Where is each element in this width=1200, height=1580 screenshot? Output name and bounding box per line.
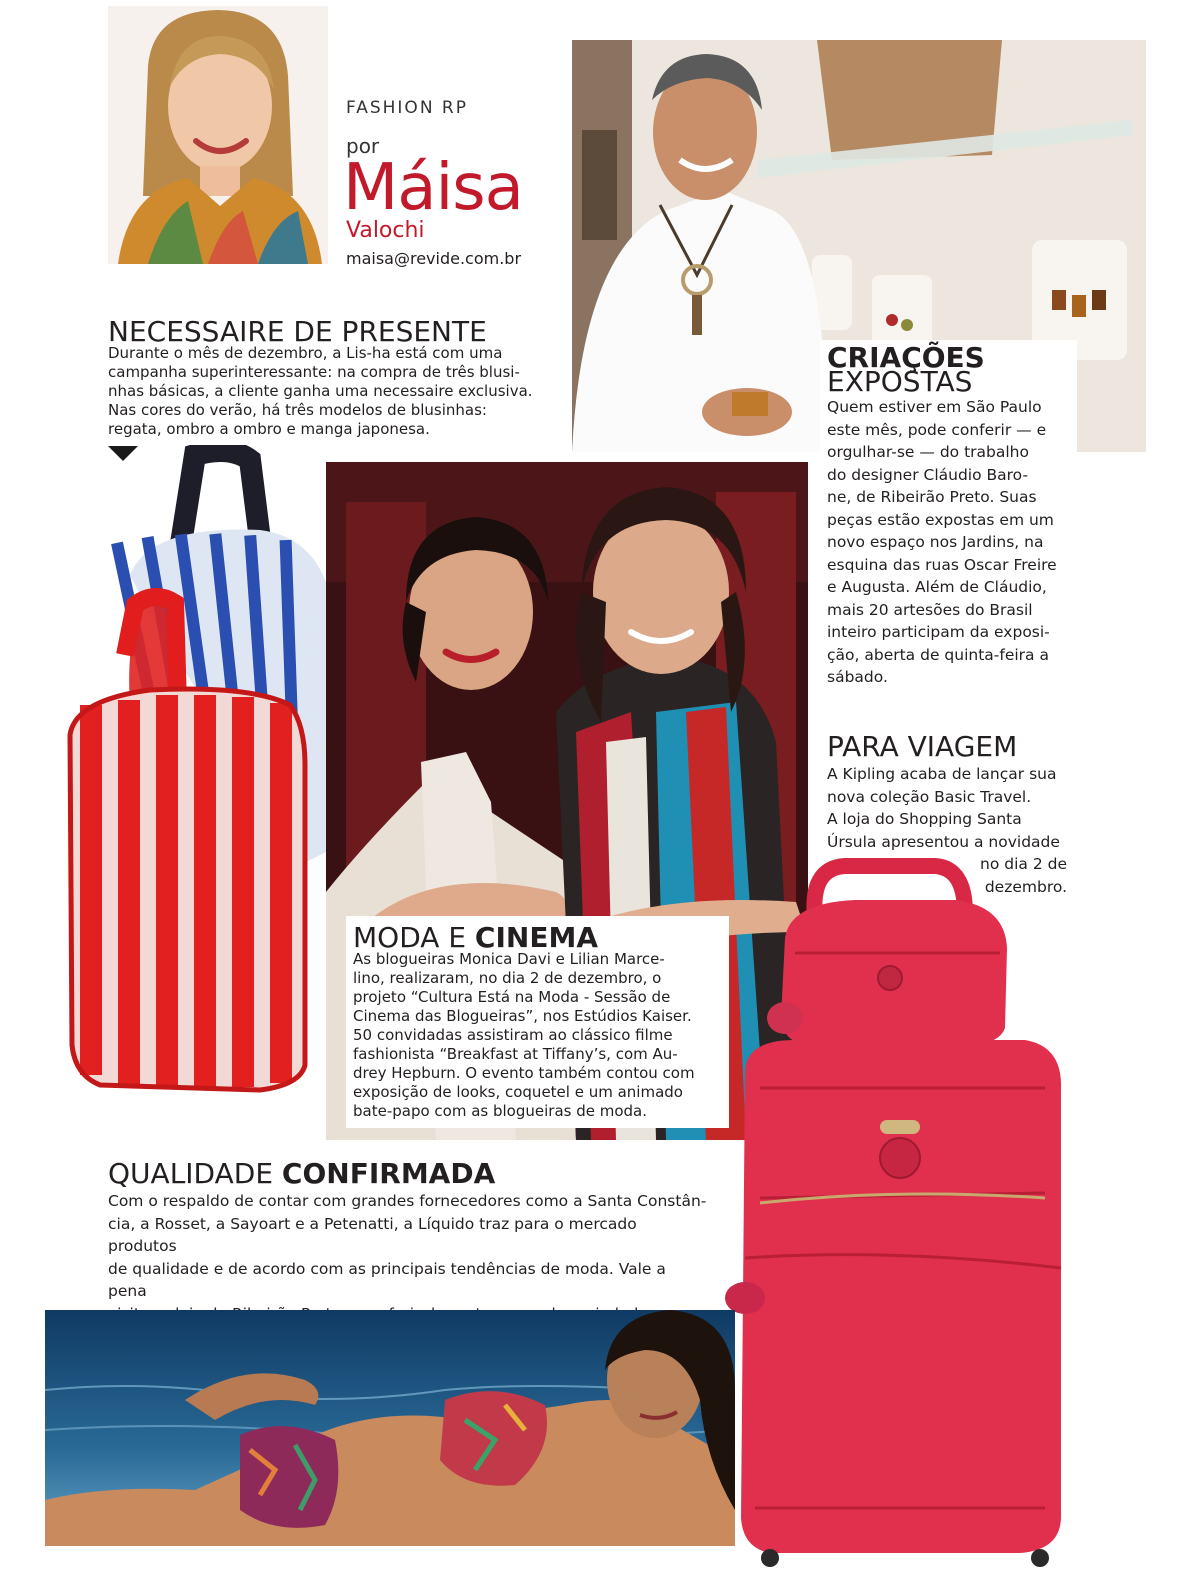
text-line: projeto “Cultura Está na Moda - Sessão de <box>353 988 671 1006</box>
text-line: Quem estiver em São Paulo <box>827 398 1042 416</box>
cinema-heading-light: MODA E <box>353 921 475 954</box>
cinema-heading-bold: CINEMA <box>474 921 598 954</box>
qualidade-heading-light: QUALIDADE <box>108 1157 282 1190</box>
text-line: As blogueiras Monica Davi e Lilian Marce- <box>353 950 665 968</box>
text-line: no dia 2 de <box>980 855 1067 873</box>
kipling-suitcase-photo <box>715 858 1080 1570</box>
text-line: mais 20 artesões do Brasil <box>827 600 1033 619</box>
text-line: nova coleção Basic Travel. <box>827 787 1032 806</box>
text-line: campanha superinteressante: na compra de três blusi- <box>108 363 520 381</box>
text-line: esquina das ruas Oscar Freire <box>827 555 1057 574</box>
qualidade-heading <box>108 1157 708 1190</box>
text-line: este mês, pode conferir — e <box>827 420 1047 439</box>
criacoes-heading-bold: CRIAÇÕES <box>827 341 985 374</box>
swimwear-photo <box>45 1310 735 1546</box>
columnist-portrait <box>108 6 328 264</box>
text-line: novo espaço nos Jardins, na <box>827 533 1044 551</box>
text-line: inteiro participam da exposi- <box>827 623 1050 641</box>
necessaire-bags-photo <box>60 445 345 1095</box>
cinema-heading <box>353 921 729 954</box>
text-line: do designer Cláudio Baro- <box>827 465 1029 484</box>
text-line: drey Hepburn. O evento também contou com <box>353 1064 695 1082</box>
text-line: cia, a Rosset, a Sayoart e a Petenatti, a Líquido traz para o mercado produtos <box>108 1214 637 1255</box>
text-line: Com o respaldo de contar com grandes fornecedores como a Santa Constân- <box>108 1192 707 1210</box>
byline-prefix: por <box>346 134 380 158</box>
text-line: e Augusta. Além de Cláudio, <box>827 578 1047 596</box>
necessaire-heading: NECESSAIRE DE PRESENTE <box>108 315 487 348</box>
text-line: Durante o mês de dezembro, a Lis-ha está com uma <box>108 344 503 362</box>
text-line: Úrsula apresentou a novidade <box>827 832 1060 851</box>
text-line: dezembro. <box>984 877 1067 896</box>
author-email[interactable]: maisa@revide.com.br <box>346 249 522 268</box>
text-line: nhas básicas, a cliente ganha uma necessaire exclusiva. <box>108 382 533 400</box>
text-line: Nas cores do verão, há três modelos de blusinhas: <box>108 401 487 419</box>
author-last-name: Valochi <box>346 218 425 243</box>
cinema-body <box>353 950 729 1121</box>
text-line: Cinema das Blogueiras”, nos Estúdios Kaiser. <box>353 1007 692 1025</box>
text-line: orgulhar-se — do trabalho <box>827 443 1029 461</box>
text-line: sábado. <box>827 668 888 686</box>
text-line: A loja do Shopping Santa <box>827 810 1022 828</box>
text-line: regata, ombro a ombro e manga japonesa. <box>108 420 430 438</box>
section-tag: FASHION RP <box>346 98 468 118</box>
text-line: A Kipling acaba de lançar sua <box>827 765 1057 783</box>
text-line: bate-papo com as blogueiras de moda. <box>353 1102 648 1120</box>
text-line: de qualidade e de acordo com as principais tendências de moda. Vale a pena <box>108 1259 666 1300</box>
viagem-heading: PARA VIAGEM <box>827 730 1018 763</box>
text-line: ne, de Ribeirão Preto. Suas <box>827 488 1037 506</box>
text-line: exposição de looks, coquetel e um animado <box>353 1083 683 1101</box>
text-line: 50 convidadas assistiram ao clássico filme <box>353 1026 673 1044</box>
text-line: ção, aberta de quinta-feira a <box>827 645 1049 664</box>
criacoes-heading-light: EXPOSTAS <box>827 365 973 398</box>
criacoes-body <box>827 396 1077 689</box>
text-line: fashionista “Breakfast at Tiffany’s, com Au- <box>353 1045 678 1063</box>
text-line: peças estão expostas em um <box>827 510 1054 529</box>
article-criacoes <box>820 340 1077 689</box>
article-cinema <box>346 916 729 1128</box>
text-line: lino, realizaram, no dia 2 de dezembro, o <box>353 969 662 987</box>
author-first-name: Máisa <box>343 151 523 225</box>
article-necessaire <box>108 315 548 439</box>
necessaire-body <box>108 344 548 439</box>
qualidade-heading-bold: CONFIRMADA <box>281 1157 496 1190</box>
